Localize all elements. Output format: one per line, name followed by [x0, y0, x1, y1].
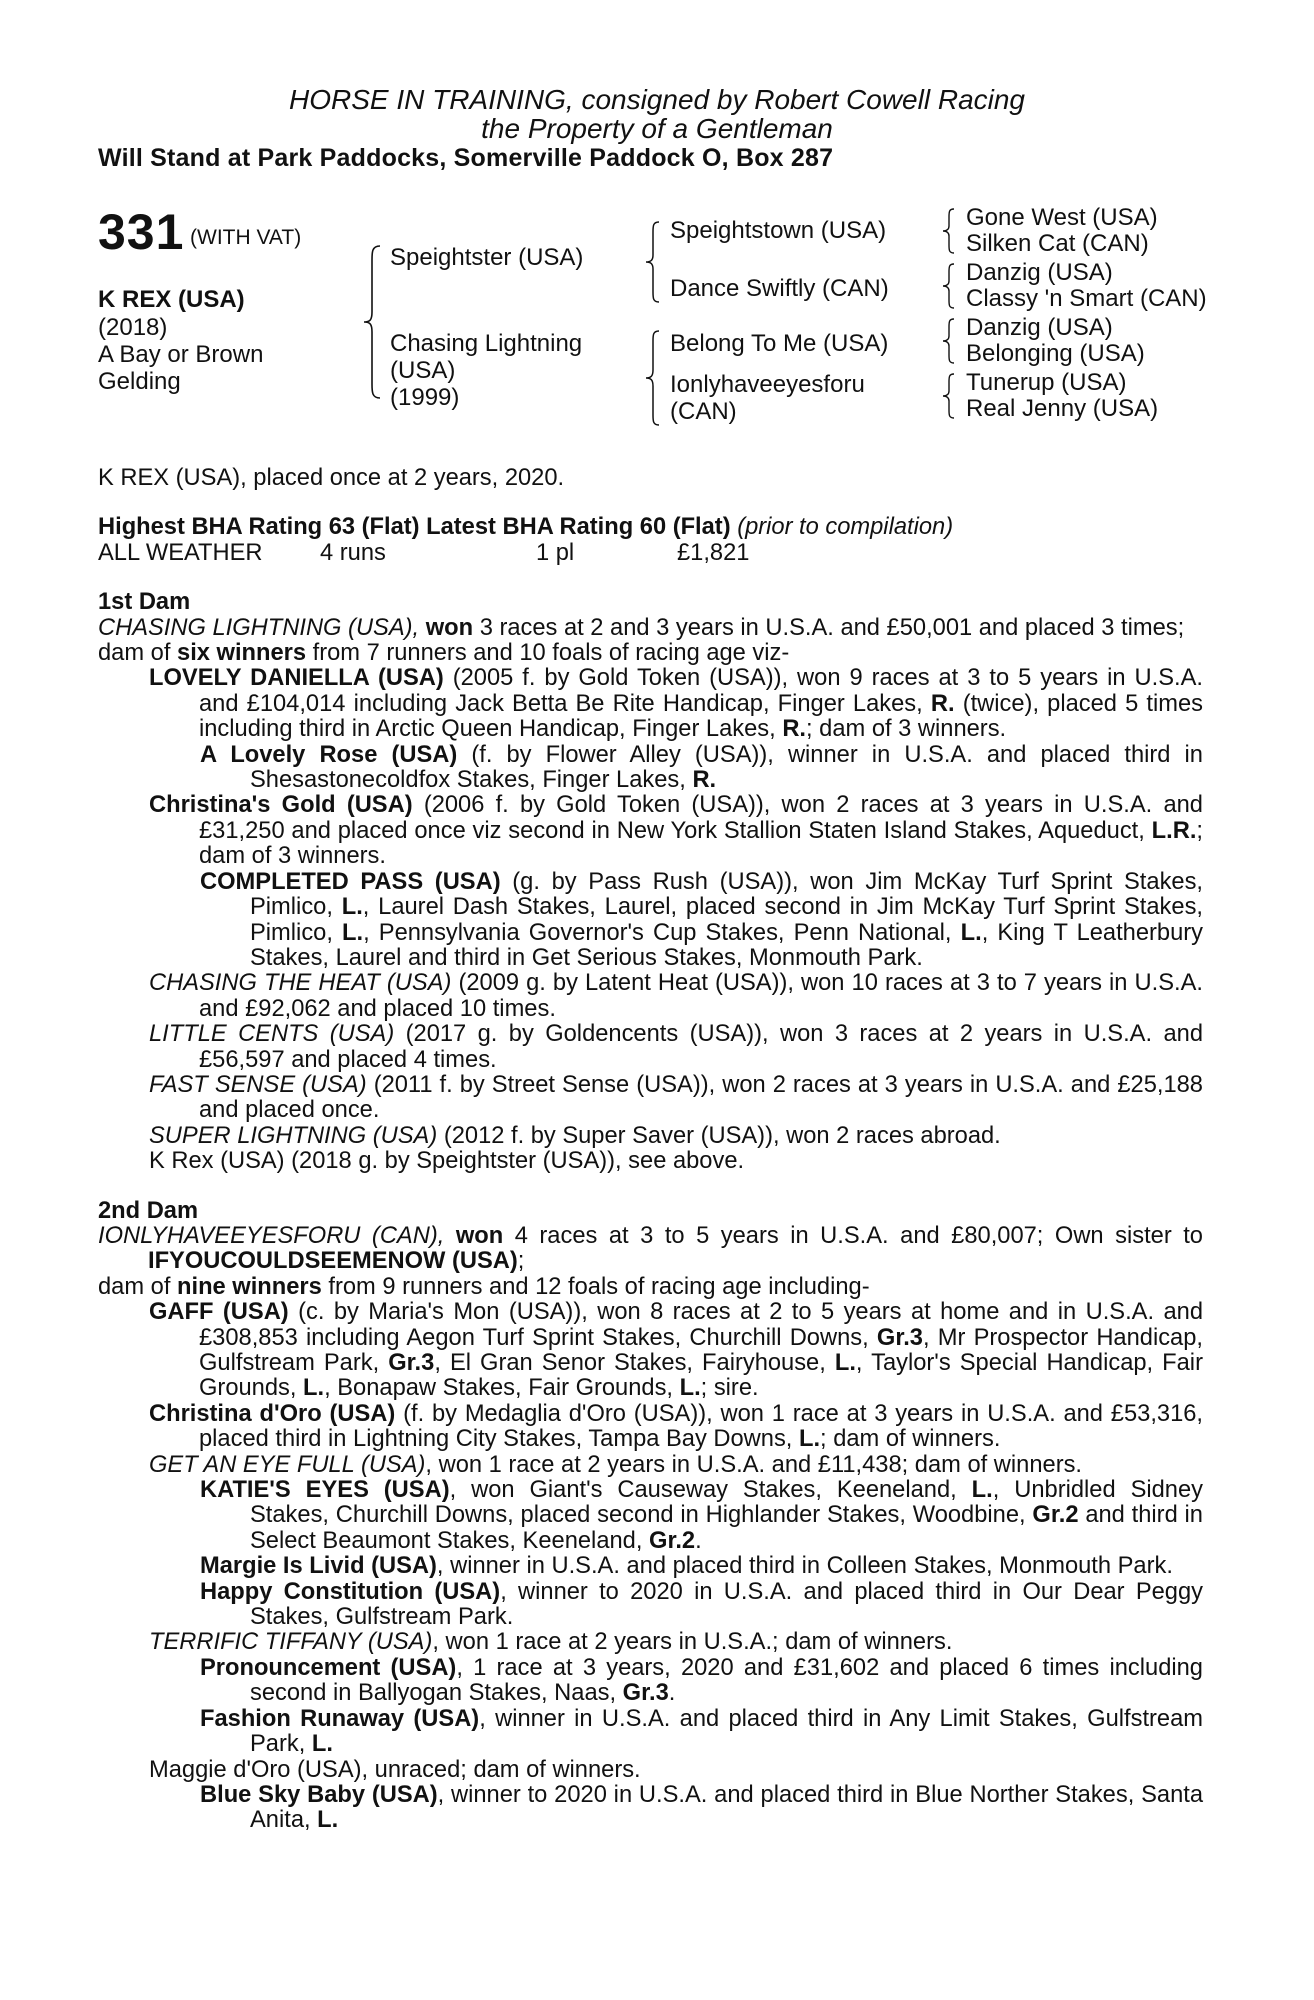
pedigree-g3-5: Danzig (USA): [966, 314, 1113, 341]
produce-entry: Christina d'Oro (USA) (f. by Medaglia d'Oro (USA)), won 1 race at 3 years in U.S.A. and £53,316, placed third in Lightning City Stakes, Tampa Bay Downs, L.; dam of winners.: [149, 1400, 1204, 1453]
catalogue-text: [98, 466, 1203, 1834]
pedigree-sire-dam: Dance Swiftly (CAN): [670, 275, 889, 302]
pedigree-brace-7: [940, 371, 958, 421]
pedigree-dam-year: (1999): [390, 384, 460, 411]
pedigree-brace-1: [360, 242, 384, 402]
first-dam-heading: 1st Dam: [98, 589, 191, 616]
pedigree-dam-dam-name: Ionlyhaveeyesforu: [670, 371, 865, 398]
pedigree-brace-2: [643, 219, 663, 305]
pedigree-sire-sire: Speightstown (USA): [670, 217, 887, 244]
produce-entry: FAST SENSE (USA) (2011 f. by Street Sense (USA)), won 2 races at 3 years in U.S.A. and £25,188 and placed once.: [149, 1071, 1203, 1124]
produce-entry: KATIE'S EYES (USA), won Giant's Causeway Stakes, Keeneland, L., Unbridled Sidney Stakes, Churchill Downs, placed second in Highlander Stakes, Woodbine, Gr.2 and third in Select Beaumont Stakes, Keeneland, Gr.2.: [200, 1477, 1203, 1554]
produce-entry: LITTLE CENTS (USA) (2017 g. by Goldencents (USA)), won 3 races at 2 years in U.S.A. and £56,597 and placed 4 times.: [149, 1021, 1203, 1073]
pedigree-dam-dam: [670, 371, 865, 425]
second-dam-heading: 2nd Dam: [98, 1197, 199, 1224]
all-weather-record: ALL WEATHER 4 runs 1 pl £1,821: [98, 539, 750, 566]
pedigree-g3-6: Belonging (USA): [966, 340, 1145, 367]
produce-entry: Margie Is Livid (USA), winner in U.S.A. and placed third in Colleen Stakes, Monmouth Park.: [200, 1553, 1173, 1580]
property-line: the Property of a Gentleman: [481, 113, 833, 144]
produce-entry: Blue Sky Baby (USA), winner to 2020 in U.S.A. and placed third in Blue Norther Stakes, Santa Anita, L.: [200, 1781, 1203, 1834]
second-dam-produce-summary: dam of nine winners from 9 runners and 12 foals of racing age including-: [98, 1273, 870, 1300]
produce-entry: SUPER LIGHTNING (USA) (2012 f. by Super Saver (USA)), won 2 races abroad.: [149, 1122, 1001, 1149]
pedigree-dam: [390, 330, 582, 411]
rating-line: Highest BHA Rating 63 (Flat) Latest BHA Rating 60 (Flat) (prior to compilation): [98, 514, 954, 541]
pedigree-brace-5: [940, 261, 958, 311]
location-line: Will Stand at Park Paddocks, Somerville Paddock O, Box 287: [98, 144, 834, 172]
produce-entry: A Lovely Rose (USA) (f. by Flower Alley (USA)), winner in U.S.A. and placed third in Shesastonecoldfox Stakes, Finger Lakes, R.: [200, 741, 1203, 794]
produce-entry: TERRIFIC TIFFANY (USA), won 1 race at 2 years in U.S.A.; dam of winners.: [149, 1629, 953, 1656]
produce-entry: Fashion Runaway (USA), winner in U.S.A. and placed third in Any Limit Stakes, Gulfstream Park, L.: [200, 1705, 1203, 1758]
produce-entry: GAFF (USA) (c. by Maria's Mon (USA)), won 8 races at 2 to 5 years at home and in U.S.A. and £308,853 including Aegon Turf Sprint Stakes, Churchill Downs, Gr.3, Mr Prospector Handicap, Gulfstream Park, Gr.3, El Gran Senor Stakes, Fairyhouse, L., Taylor's Special Handicap, Fair Grounds, L., Bonapaw Stakes, Fair Grounds, L.; sire.: [149, 1299, 1203, 1402]
produce-entry: Maggie d'Oro (USA), unraced; dam of winners.: [149, 1756, 641, 1783]
race-summary: K REX (USA), placed once at 2 years, 2020.: [98, 465, 565, 491]
vat-note: (WITH VAT): [190, 226, 302, 249]
first-dam-record: CHASING LIGHTNING (USA), won 3 races at 2 and 3 years in U.S.A. and £50,001 and placed 3 times;: [98, 614, 1185, 641]
second-dam-record: IONLYHAVEEYESFORU (CAN), won 4 races at 3 to 5 years in U.S.A. and £80,007; Own sister to IFYOUCOULDSEEMENOW (USA);: [98, 1222, 1203, 1275]
pedigree-g3-4: Classy 'n Smart (CAN): [966, 285, 1207, 312]
horse-sex: Gelding: [98, 368, 181, 395]
pedigree-brace-4: [940, 206, 958, 256]
pedigree-g3-7: Tunerup (USA): [966, 369, 1127, 396]
horse-colour: A Bay or Brown: [98, 341, 264, 368]
foaling-year: (2018): [98, 314, 168, 341]
produce-entry: Happy Constitution (USA), winner to 2020 in U.S.A. and placed third in Our Dear Peggy Stakes, Gulfstream Park.: [200, 1578, 1203, 1631]
produce-entry: LOVELY DANIELLA (USA) (2005 f. by Gold Token (USA)), won 9 races at 3 to 5 years in U.S.A. and £104,014 including Jack Betta Be Rite Handicap, Finger Lakes, R. (twice), placed 5 times including third in Arctic Queen Handicap, Finger Lakes, R.; dam of 3 winners.: [149, 665, 1203, 743]
pedigree-g3-1: Gone West (USA): [966, 204, 1158, 231]
produce-entry: GET AN EYE FULL (USA), won 1 race at 2 years in U.S.A. and £11,438; dam of winners.: [149, 1451, 1083, 1478]
consignor-line: HORSE IN TRAINING, consigned by Robert Cowell Racing: [288, 84, 1026, 115]
pedigree-dam-sire: Belong To Me (USA): [670, 330, 889, 357]
first-dam-produce-summary: dam of six winners from 7 runners and 10 foals of racing age viz-: [98, 640, 790, 667]
produce-entry: Pronouncement (USA), 1 race at 3 years, 2020 and £31,602 and placed 6 times including second in Ballyogan Stakes, Naas, Gr.3.: [200, 1654, 1203, 1707]
pedigree-brace-6: [940, 316, 958, 366]
produce-entry: CHASING THE HEAT (USA) (2009 g. by Latent Heat (USA)), won 10 races at 3 to 7 years in U.S.A. and £92,062 and placed 10 times.: [149, 970, 1203, 1022]
produce-entry: COMPLETED PASS (USA) (g. by Pass Rush (USA)), won Jim McKay Turf Sprint Stakes, Pimlico, L., Laurel Dash Stakes, Laurel, placed second in Jim McKay Turf Sprint Stakes, Pimlico, L., Pennsylvania Governor's Cup Stakes, Penn National, L., King T Leatherbury Stakes, Laurel and third in Get Serious Stakes, Monmouth Park.: [200, 868, 1204, 971]
pedigree-sire: Speightster (USA): [390, 244, 584, 271]
horse-name: K REX (USA): [98, 286, 245, 313]
lot-number: 331: [98, 204, 185, 260]
pedigree-g3-8: Real Jenny (USA): [966, 395, 1159, 422]
horse-info: [98, 314, 263, 395]
pedigree-dam-dam-country: (CAN): [670, 398, 737, 425]
pedigree-g3-2: Silken Cat (CAN): [966, 230, 1149, 257]
pedigree-dam-country: (USA): [390, 357, 456, 384]
produce-entry: Christina's Gold (USA) (2006 f. by Gold Token (USA)), won 2 races at 3 years in U.S.A. and £31,250 and placed once viz second in New York Stallion Staten Island Stakes, Aqueduct, L.R.; dam of 3 winners.: [149, 792, 1203, 870]
produce-entry: K Rex (USA) (2018 g. by Speightster (USA)), see above.: [149, 1148, 745, 1175]
pedigree-brace-3: [643, 328, 663, 428]
pedigree-dam-name: Chasing Lightning: [390, 330, 583, 357]
pedigree-g3-3: Danzig (USA): [966, 259, 1113, 286]
